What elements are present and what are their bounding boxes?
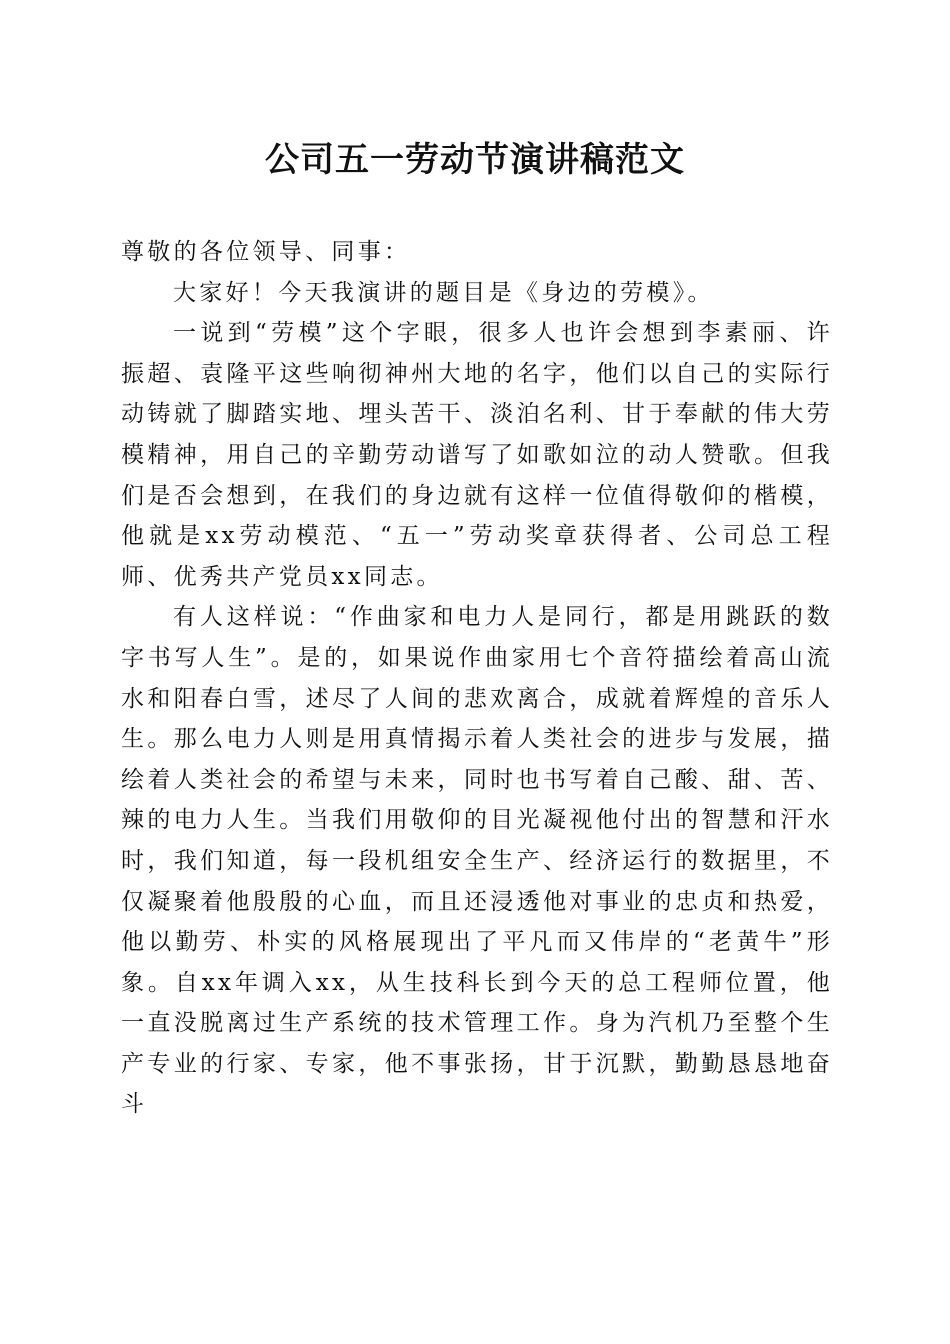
document-body xyxy=(121,232,833,1125)
paragraph-model-worker-intro: 一说到“劳模”这个字眼，很多人也许会想到李素丽、许振超、袁隆平这些响彻神州大地的名字，他们以自己的实际行动铸就了脚踏实地、埋头苦干、淡泊名利、甘于奉献的伟大劳模精神，用自己的辛勤劳动谱写了如歌如泣的动人赞歌。但我们是否会想到，在我们的身边就有这样一位值得敬仰的楷模，他就是xx劳动模范、“五一”劳动奖章获得者、公司总工程师、优秀共产党员xx同志。 xyxy=(121,320,833,590)
paragraph-electric-life: 有人这样说：“作曲家和电力人是同行，都是用跳跃的数字书写人生”。是的，如果说作曲家用七个音符描绘着高山流水和阳春白雪，述尽了人间的悲欢离合，成就着辉煌的音乐人生。那么电力人则是用真情揭示着人类社会的进步与发展，描绘着人类社会的希望与未来，同时也书写着自己酸、甜、苦、辣的电力人生。当我们用敬仰的目光凝视他付出的智慧和汗水时，我们知道，每一段机组安全生产、经济运行的数据里，不仅凝聚着他殷殷的心血，而且还浸透他对事业的忠贞和热爱，他以勤劳、朴实的风格展现出了平凡而又伟岸的“老黄牛”形象。自xx年调入xx，从生技科长到今天的总工程师位置，他一直没脱离过生产系统的技术管理工作。身为汽机乃至整个生产专业的行家、专家，他不事张扬，甘于沉默，勤勤恳恳地奋斗 xyxy=(121,604,833,1118)
salutation: 尊敬的各位领导、同事： xyxy=(121,239,411,265)
document-title: 公司五一劳动节演讲稿范文 xyxy=(265,140,685,180)
paragraph-greeting: 大家好！今天我演讲的题目是《身边的劳模》。 xyxy=(173,279,714,306)
